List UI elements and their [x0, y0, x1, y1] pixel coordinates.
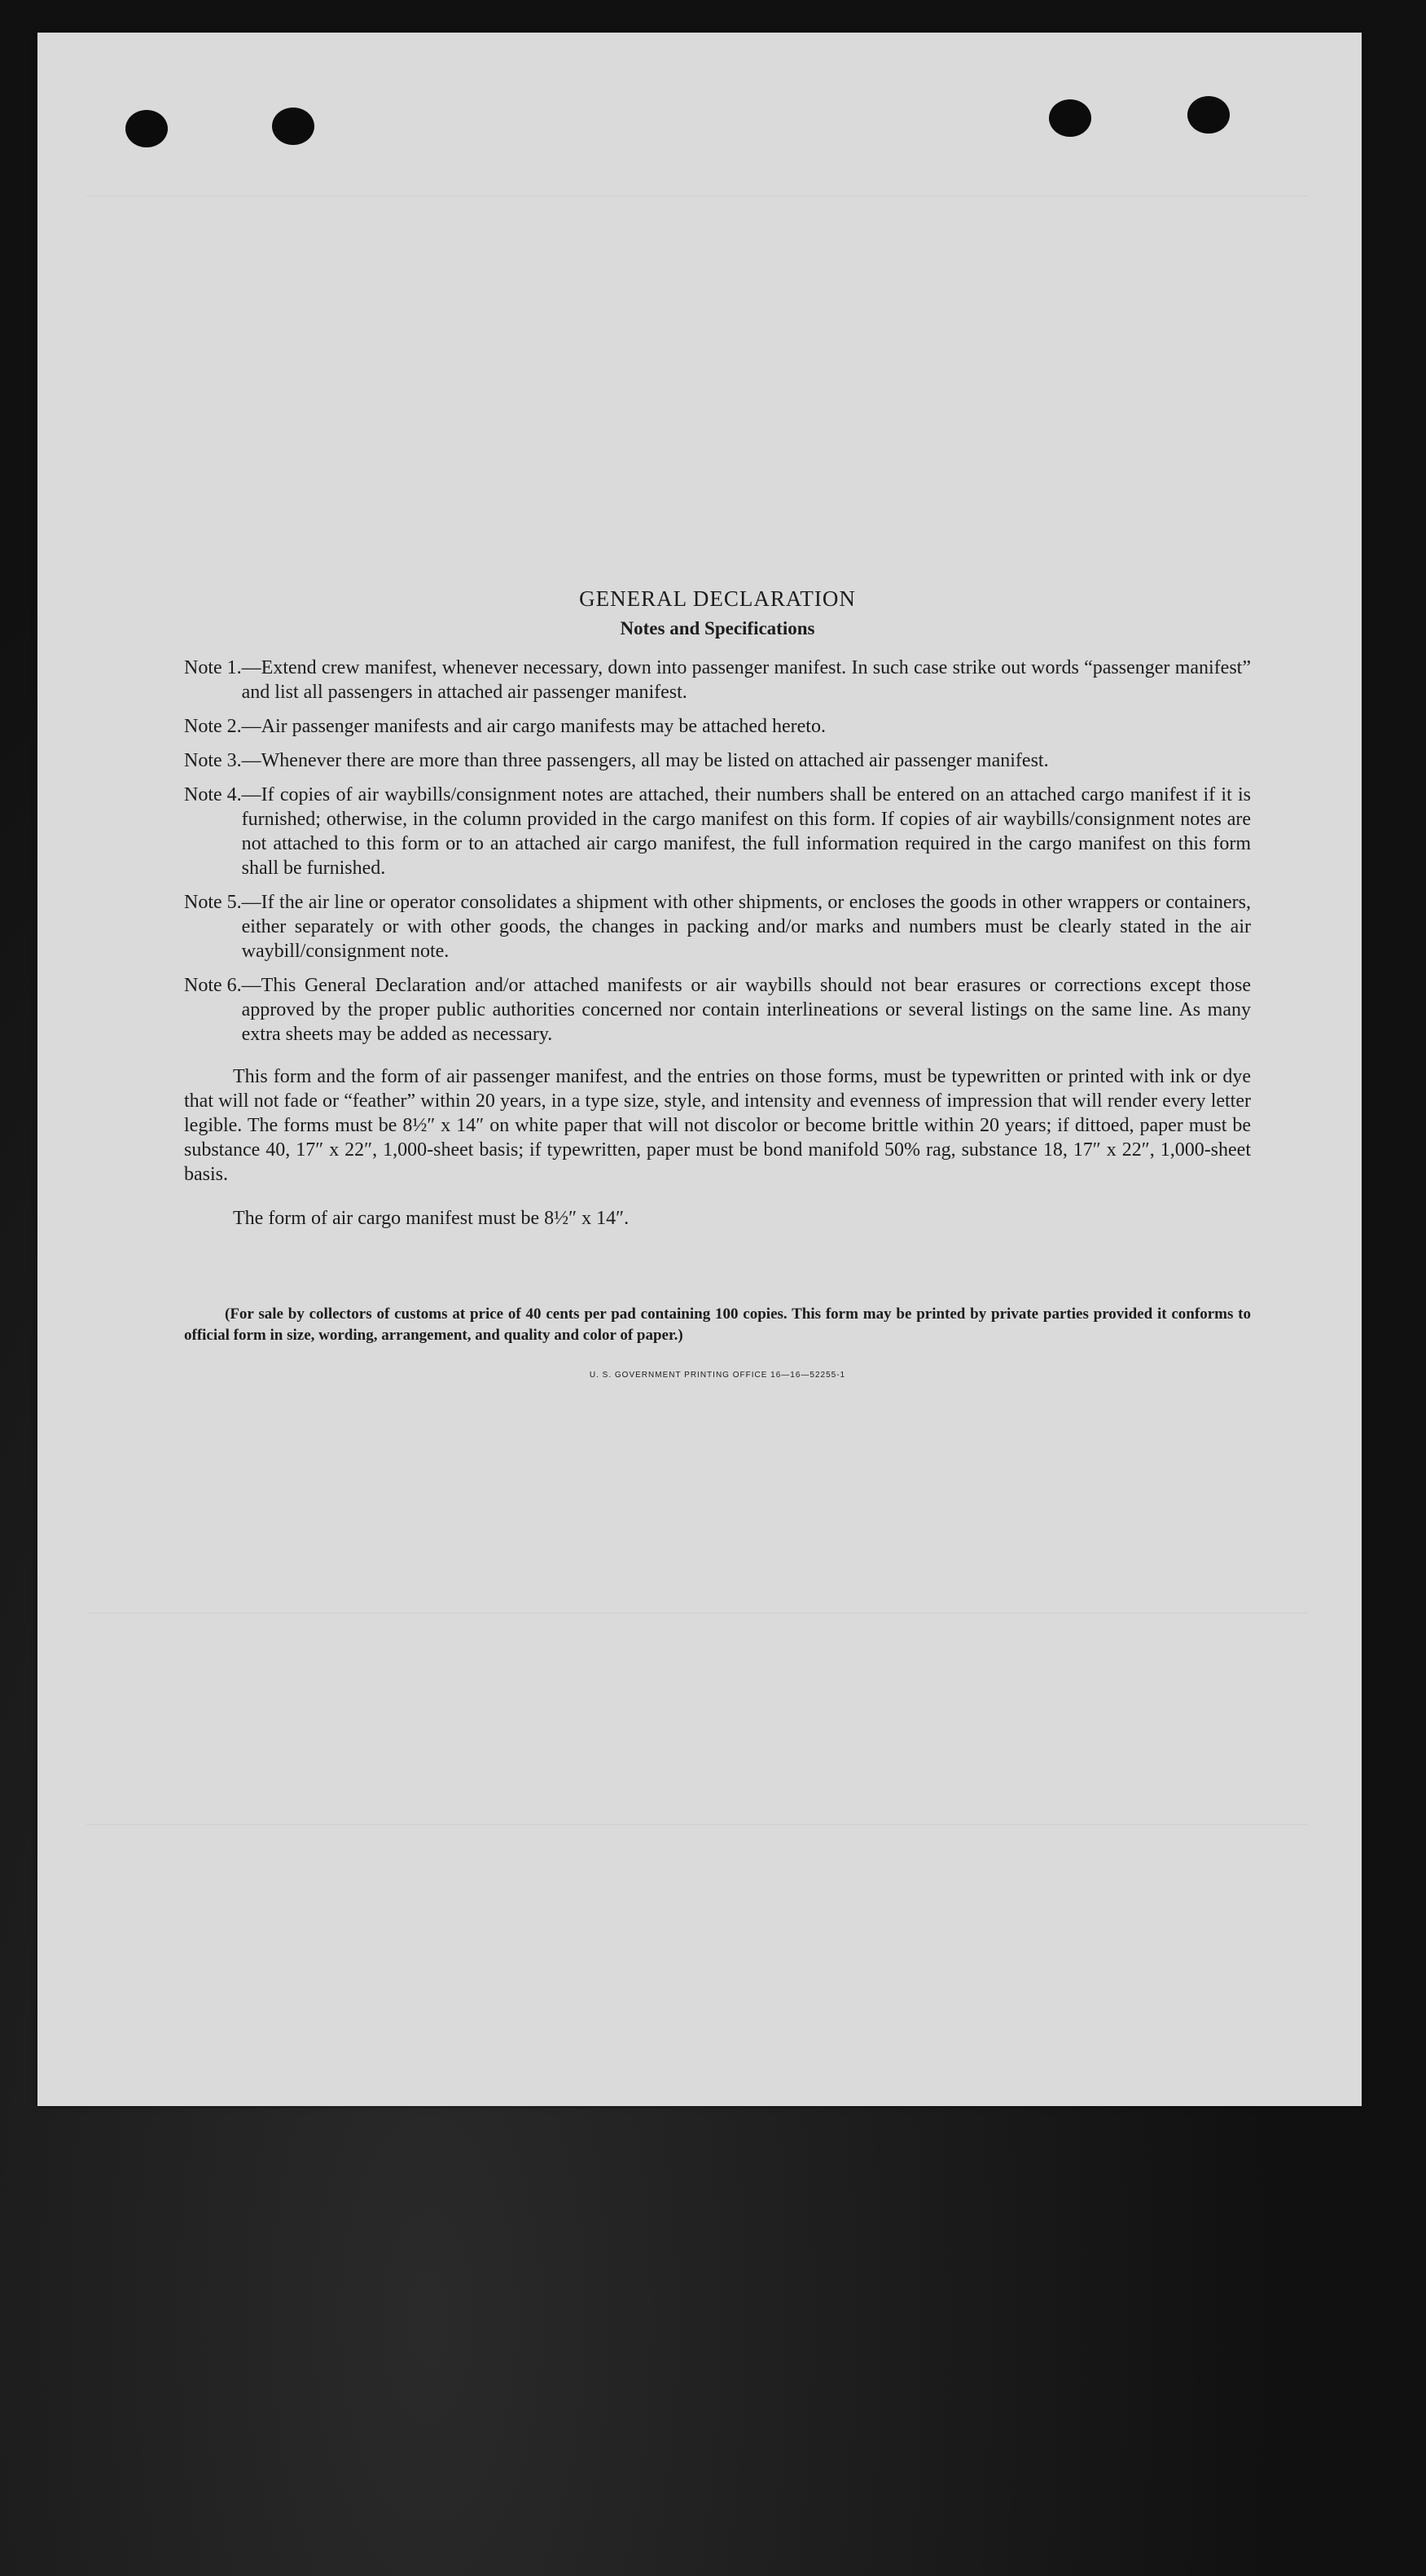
printer-line: U. S. GOVERNMENT PRINTING OFFICE 16—16—52255-1: [589, 1371, 846, 1380]
punch-hole: [1049, 99, 1091, 137]
note-text: —Extend crew manifest, whenever necessary, down into passenger manifest. In such case strike out words “passenger manifest” and list all passengers in attached air passenger manifest.: [241, 657, 1251, 703]
bleed-through-line: [86, 195, 1308, 196]
declaration-content: [184, 586, 1251, 1380]
note-text: —If copies of air waybills/consignment notes are attached, their numbers shall be entered on an attached cargo manifest if it is furnished; otherwise, in the column provided in the cargo manifest on this form. If copies of air waybills/consignment notes are not attached to this form or to an attached air cargo manifest, the full information required in the cargo manifest on this form shall be furnished.: [241, 784, 1251, 879]
cargo-manifest-size-paragraph: The form of air cargo manifest must be 8½″ x 14″.: [233, 1208, 630, 1229]
note-text: —If the air line or operator consolidates a shipment with other shipments, or encloses the goods in other wrappers or containers, either separately or with other goods, the changes in packing and/or marks and numbers must be clearly stated in the air waybill/consignment note.: [241, 892, 1251, 962]
note-label: Note 5.: [184, 892, 242, 913]
document-page: [37, 33, 1362, 2106]
note-label: Note 3.: [184, 750, 242, 771]
note-label: Note 4.: [184, 784, 242, 805]
sale-notice: (For sale by collectors of customs at price of 40 cents per pad containing 100 copies. This form may be printed by private parties provided it conforms to official form in size, wording, arrangement, and quality and color of paper.): [184, 1306, 1251, 1344]
note-4: [184, 783, 1251, 880]
note-text: —Air passenger manifests and air cargo manifests may be attached hereto.: [241, 716, 826, 737]
note-5: [184, 890, 1251, 963]
note-2: [184, 714, 1251, 739]
note-text: —Whenever there are more than three passengers, all may be listed on attached air passenger manifest.: [241, 750, 1049, 771]
page-title: GENERAL DECLARATION: [579, 586, 856, 611]
punch-hole: [1187, 96, 1230, 134]
punch-hole: [125, 110, 168, 147]
note-text: —This General Declaration and/or attached manifests or air waybills should not bear erasures or corrections except those approved by the proper public authorities concerned nor contain interlineations or several listings on the same line. As many extra sheets may be added as necessary.: [241, 975, 1251, 1045]
page-subtitle: Notes and Specifications: [620, 618, 815, 639]
note-label: Note 1.: [184, 657, 242, 678]
paper-specification-paragraph: This form and the form of air passenger manifest, and the entries on those forms, must be typewritten or printed with ink or dye that will not fade or “feather” within 20 years, in a type size, style, and intensity and evenness of impression that will render every letter legible. The forms must be 8½″ x 14″ on white paper that will not discolor or become brittle within 20 years; if dittoed, paper must be substance 40, 17″ x 22″, 1,000-sheet basis; if typewritten, paper must be bond manifold 50% rag, substance 18, 17″ x 22″, 1,000-sheet basis.: [184, 1066, 1251, 1185]
bleed-through-line: [86, 1824, 1308, 1825]
note-label: Note 6.: [184, 975, 242, 996]
note-1: [184, 656, 1251, 704]
note-6: [184, 973, 1251, 1047]
note-3: [184, 748, 1251, 773]
punch-hole: [272, 108, 314, 145]
note-label: Note 2.: [184, 716, 242, 737]
